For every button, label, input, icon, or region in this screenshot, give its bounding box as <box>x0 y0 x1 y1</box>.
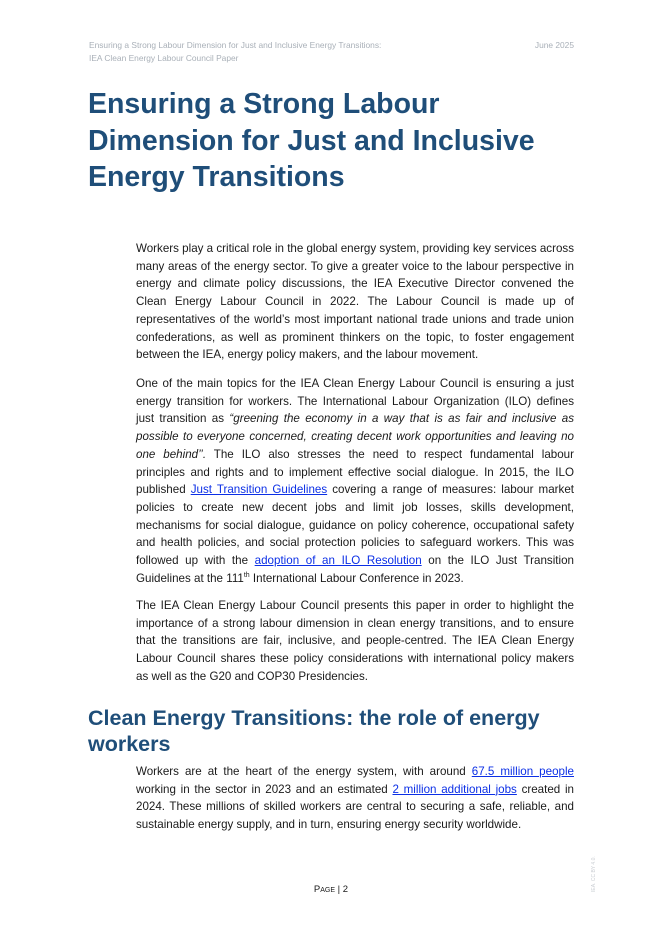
page-title-line-1: Ensuring a Strong Labour <box>88 88 440 120</box>
page-number: 2 <box>342 884 349 895</box>
header-date: June 2025 <box>534 40 574 50</box>
page-title-line-3: Energy Transitions <box>88 161 345 193</box>
paragraph-text: working in the sector in 2023 and an estimated <box>136 782 393 796</box>
header-title-line-1: Ensuring a Strong Labour Dimension for Just and Inclusive Energy Transitions: <box>89 40 382 50</box>
ilo-definition-quote: “greening the economy in a way that is as fair and inclusive as possible to everyone concerned, creating decent work opportunities and leaving no one behind’’. <box>136 412 575 461</box>
paragraph-text: International Labour Conference in 2023. <box>249 571 464 585</box>
just-transition-paragraph <box>136 375 574 587</box>
license-note: IEA. CC BY 4.0. <box>591 856 597 892</box>
header-title-line-2: IEA Clean Energy Labour Council Paper <box>89 52 239 63</box>
additional-jobs-link[interactable]: 2 million additional jobs <box>392 782 517 796</box>
paragraph-text: The ILO also stresses the need to respect fundamental labour principles and rights and to implement effective social dialogue. In 2015, the ILO published <box>136 447 574 497</box>
header-doc-title <box>89 39 449 64</box>
page-footer <box>0 884 662 895</box>
intro-paragraph <box>136 240 574 364</box>
paragraph-text: One of the main topics for the IEA Clean Energy Labour Council is ensuring a just energy transition for workers. The International Labour Organization (ILO) defines just transition as <box>136 377 574 426</box>
intro-paragraph-text: Workers play a critical role in the global energy system, providing key services across many areas of the energy sector. To give a greater voice to the labour perspective in energy and climate policy discussions, the IEA Executive Director convened the Clean Energy Labour Council in 2022. The Labour Council is made up of representatives of the world’s most important national trade unions and trade union confederations, as well as prominent thinkers on the topic, to foster engagement between the IEA, energy policy makers, and the labour movement. <box>136 242 574 362</box>
ordinal-superscript: th <box>243 571 250 579</box>
energy-workers-paragraph <box>136 763 574 834</box>
million-people-link[interactable]: 67.5 million people <box>471 765 574 778</box>
paragraph-text: on the ILO Just Transition Guidelines at the 111 <box>136 554 574 585</box>
page-label: Page <box>313 884 336 895</box>
page-separator: | <box>337 884 341 895</box>
paragraph-text: Workers are at the heart of the energy system, with around <box>136 765 472 778</box>
paragraph-text: covering a range of measures: labour market policies to create new decent jobs and limit job losses, skills development, mechanisms for social dialogue, guidance on policy coherence, occupational safety and health policies, and social protection policies to safeguard workers. This was followed up with the <box>136 483 574 568</box>
page-title-line-2: Dimension for Just and Inclusive <box>88 124 535 157</box>
paragraph-text: created in 2024. These millions of skilled workers are central to securing a safe, reliable, and sustainable energy supply, and in turn, ensuring energy security worldwide. <box>136 782 574 832</box>
ilo-resolution-link[interactable]: adoption of an ILO Resolution <box>254 554 422 568</box>
page-title <box>88 86 588 196</box>
council-paragraph-text: The IEA Clean Energy Labour Council presents this paper in order to highlight the importance of a strong labour dimension in clean energy transitions, and to ensure that the transitions are fair, inclusive, and people-centred. The IEA Clean Energy Labour Council shares these policy considerations with international policy makers as well as the G20 and COP30 Presidencies. <box>136 599 574 683</box>
council-paragraph <box>136 597 574 686</box>
section-heading: Clean Energy Transitions: the role of energy workers <box>88 706 540 756</box>
just-transition-guidelines-link[interactable]: Just Transition Guidelines <box>190 483 328 497</box>
